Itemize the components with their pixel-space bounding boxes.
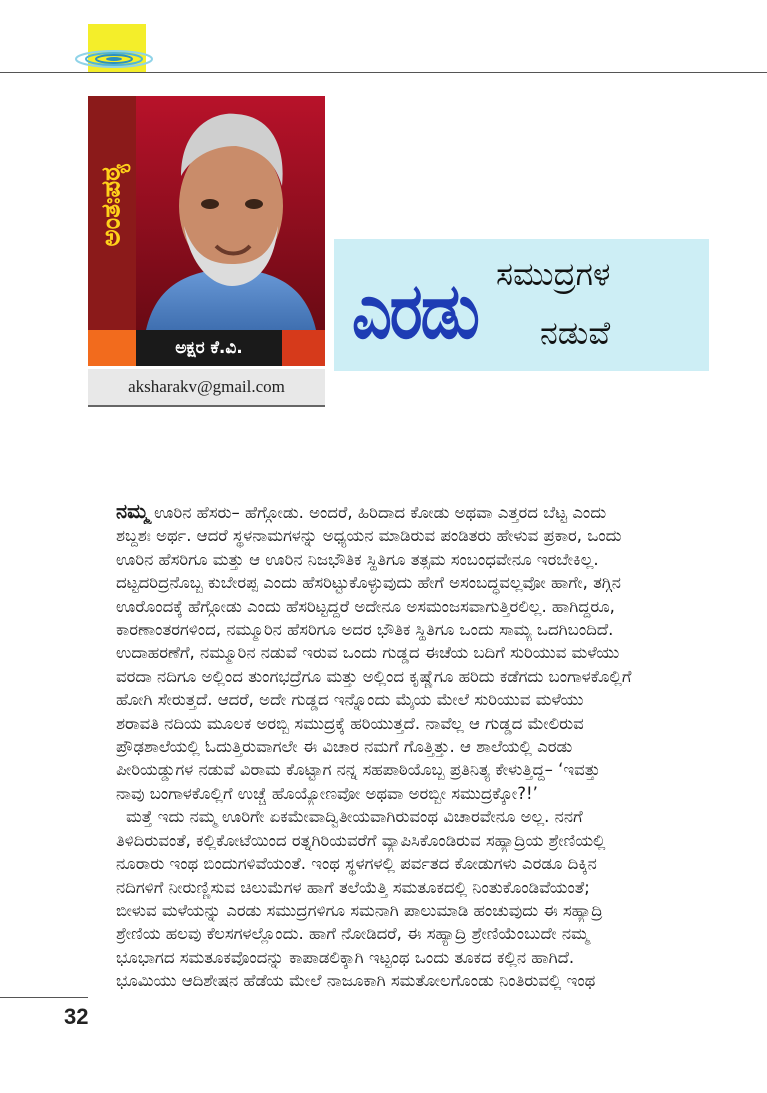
footer-rule — [0, 997, 88, 998]
body-line: ಭೂಮಿಯು ಆದಿಶೇಷನ ಹೆಡೆಯ ಮೇಲೆ ನಾಜೂಕಾಗಿ ಸಮತೋಲಗೊಂಡು ನಿಂತಿರುವಲ್ಲಿ ಇಂಥ — [116, 971, 596, 991]
body-line: ಪೀರಿಯಡ್ಡುಗಳ ನಡುವೆ ವಿರಾಮ ಕೊಟ್ಟಾಗ ನನ್ನ ಸಹಪಾಠಿಯೊಬ್ಬ ಪ್ರತಿನಿತ್ಯ ಕೇಳುತ್ತಿದ್ದ– ‘ಇವತ್ತು — [116, 760, 601, 780]
drop-cap: ನಮ್ಮ — [116, 500, 149, 523]
body-line: ಉದಾಹರಣೆಗೆ, ನಮ್ಮೂರಿನ ನಡುವೆ ಇರುವ ಒಂದು ಗುಡ್ಡದ ಈಚೆಯ ಬದಿಗೆ ಸುರಿಯುವ ಮಳೆಯು — [116, 643, 620, 663]
title-big-word: ಎರಡು — [352, 265, 478, 357]
body-line: ಹೋಗಿ ಸೇರುತ್ತದೆ. ಆದರೆ, ಅದೇ ಗುಡ್ಡದ ಇನ್ನೊಂದು ಮೈಯ ಮೇಲೆ ಸುರಿಯುವ ಮಳೆಯು — [116, 690, 584, 710]
body-line: ನೂರಾರು ಇಂಥ ಬಿಂದುಗಳಿವೆಯಂತೆ. ಇಂಥ ಸ್ಥಳಗಳಲ್ಲಿ ಪರ್ವತದ ಕೋಡುಗಳು ಎರಡೂ ದಿಕ್ಕಿನ — [116, 854, 597, 874]
author-name: ಅಕ್ಷರ ಕೆ.ವಿ. — [136, 330, 282, 366]
body-line: ಊರಿನ ಹೆಸರಿಗೂ ಮತ್ತು ಆ ಊರಿನ ನಿಜಭೌತಿಕ ಸ್ಥಿತಿಗೂ ತತ್ಸಮ ಸಂಬಂಧವೇನೂ ಇರಬೇಕಿಲ್ಲ. — [116, 549, 599, 569]
paragraph-2 — [116, 805, 716, 992]
title-line-1: ಸಮುದ್ರಗಳ — [496, 255, 611, 293]
byline-accent — [282, 330, 325, 366]
body-line: ಮತ್ತೆ ಇದು ನಮ್ಮ ಊರಿಗೇ ಏಕಮೇವಾದ್ವಿತೀಯವಾಗಿರುವಂಥ ವಿಚಾರವೇನೂ ಅಲ್ಲ. ನನಗೆ — [126, 807, 583, 827]
body-line: ವರದಾ ನದಿಗೂ ಅಲ್ಲಿಂದ ತುಂಗಭದ್ರೆಗೂ ಮತ್ತು ಅಲ್ಲಿಂದ ಕೃಷ್ಣೆಗೂ ಹರಿದು ಕಡೆಗದು ಬಂಗಾಳಕೊಲ್ಲಿಗೆ — [116, 666, 632, 686]
body-line: ಊರೊಂದಕ್ಕೆ ಹೆಗ್ಗೋಡು ಎಂದು ಹೆಸರಿಟ್ಟದ್ದರೆ ಅದೇನೂ ಅಸಮಂಜಸವಾಗುತ್ತಿರಲಿಲ್ಲ. ಹಾಗಿದ್ದರೂ, — [116, 596, 615, 616]
body-line: ಶಬ್ದಶಃ ಅರ್ಥ. ಆದರೆ ಸ್ಥಳನಾಮಗಳನ್ನು ಅಧ್ಯಯನ ಮಾಡಿರುವ ಪಂಡಿತರು ಹೇಳುವ ಪ್ರಕಾರ, ಒಂದು — [116, 526, 622, 546]
body-line: ನಮ್ಮ ಊರಿನ ಹೆಸರು– ಹೆಗ್ಗೋಡು. ಅಂದರೆ, ಹಿರಿದಾದ ಕೋಡು ಅಥವಾ ಎತ್ತರದ ಬೆಟ್ಟ ಎಂದು — [116, 500, 607, 523]
paragraph-1 — [116, 500, 716, 805]
body-line: ಕಾರಣಾಂತರಗಳಿಂದ, ನಮ್ಮೂರಿನ ಹೆಸರಿಗೂ ಅದರ ಭೌತಿಕ ಸ್ಥಿತಿಗೂ ಒಂದು ಸಾಮ್ಯ ಒದಗಿಬಂದಿದೆ. — [116, 620, 614, 640]
body-line: ದಟ್ಟದರಿದ್ರನೊಬ್ಬ ಕುಬೇರಪ್ಪ ಎಂದು ಹೆಸರಿಟ್ಟುಕೊಳ್ಳುವುದು ಹೇಗೆ ಅಸಂಬದ್ಧವಲ್ಲವೋ ಹಾಗೇ, ತಗ್ಗಿನ — [116, 573, 621, 593]
body-line: ನದಿಗಳಿಗೆ ನೀರುಣ್ಣಿಸುವ ಚಿಲುಮೆಗಳ ಹಾಗೆ ತಲೆಯೆತ್ತಿ ಸಮತೂಕದಲ್ಲಿ ನಿಂತುಕೊಂಡಿವೆಯಂತೆ; — [116, 877, 590, 897]
body-line: ಶ್ರೇಣಿಯ ಹಲವು ಕೆಲಸಗಳಲ್ಲೊಂದು. ಹಾಗೆ ನೋಡಿದರೆ, ಈ ಸಹ್ಯಾದ್ರಿ ಶ್ರೇಣಿಯೆಂಬುದೇ ನಮ್ಮ — [116, 924, 589, 944]
author-email[interactable]: aksharakv@gmail.com — [88, 369, 325, 407]
ripple-logo-icon — [74, 50, 154, 68]
body-line: ನಾವು ಬಂಗಾಳಕೊಲ್ಲಿಗೆ ಉಚ್ಚೆ ಹೊಯ್ಯೋಣವೋ ಅಥವಾ ಅರಬ್ಬೀ ಸಮುದ್ರಕ್ಕೋ?!’ — [116, 783, 538, 803]
title-line-2: ನಡುವೆ — [540, 314, 611, 352]
body-line: ಬೀಳುವ ಮಳೆಯನ್ನು ಎರಡು ಸಮುದ್ರಗಳಿಗೂ ಸಮನಾಗಿ ಪಾಲುಮಾಡಿ ಹಂಚುವುದು ಈ ಸಹ್ಯಾದ್ರಿ — [116, 900, 603, 920]
body-line: ತಿಳಿದಿರುವಂತೆ, ಕಲ್ಲಿಕೋಟೆಯಿಂದ ರತ್ನಗಿರಿಯವರೆಗೆ ವ್ಯಾಪಿಸಿಕೊಂಡಿರುವ ಸಹ್ಯಾದ್ರಿಯ ಶ್ರೇಣಿಯಲ್ಲಿ — [116, 830, 606, 850]
body-line: ಭೂಭಾಗದ ಸಮತೂಕವೊಂದನ್ನು ಕಾಪಾಡಲಿಕ್ಕಾಗಿ ಇಟ್ಟಂಥ ಒಂದು ತೂಕದ ಕಲ್ಲಿನ ಹಾಗಿದೆ. — [116, 947, 575, 967]
body-line: ಶರಾವತಿ ನದಿಯ ಮೂಲಕ ಅರಬ್ಬಿ ಸಮುದ್ರಕ್ಕೆ ಹರಿಯುತ್ತದೆ. ನಾವೆಲ್ಲ ಆ ಗುಡ್ಡದ ಮೇಲಿರುವ — [116, 713, 584, 733]
header-rule — [0, 72, 767, 73]
column-title: ಅಂತಃಪಠ್ಯ — [96, 163, 127, 247]
page-number: 32 — [64, 1004, 89, 1029]
body-line: ಪ್ರೌಢಶಾಲೆಯಲ್ಲಿ ಓದುತ್ತಿರುವಾಗಲೇ ಈ ವಿಚಾರ ನಮಗೆ ಗೊತ್ತಿತ್ತು. ಆ ಶಾಲೆಯಲ್ಲಿ ಎರಡು — [116, 737, 573, 757]
author-portrait — [136, 96, 325, 330]
article-body — [116, 500, 716, 993]
